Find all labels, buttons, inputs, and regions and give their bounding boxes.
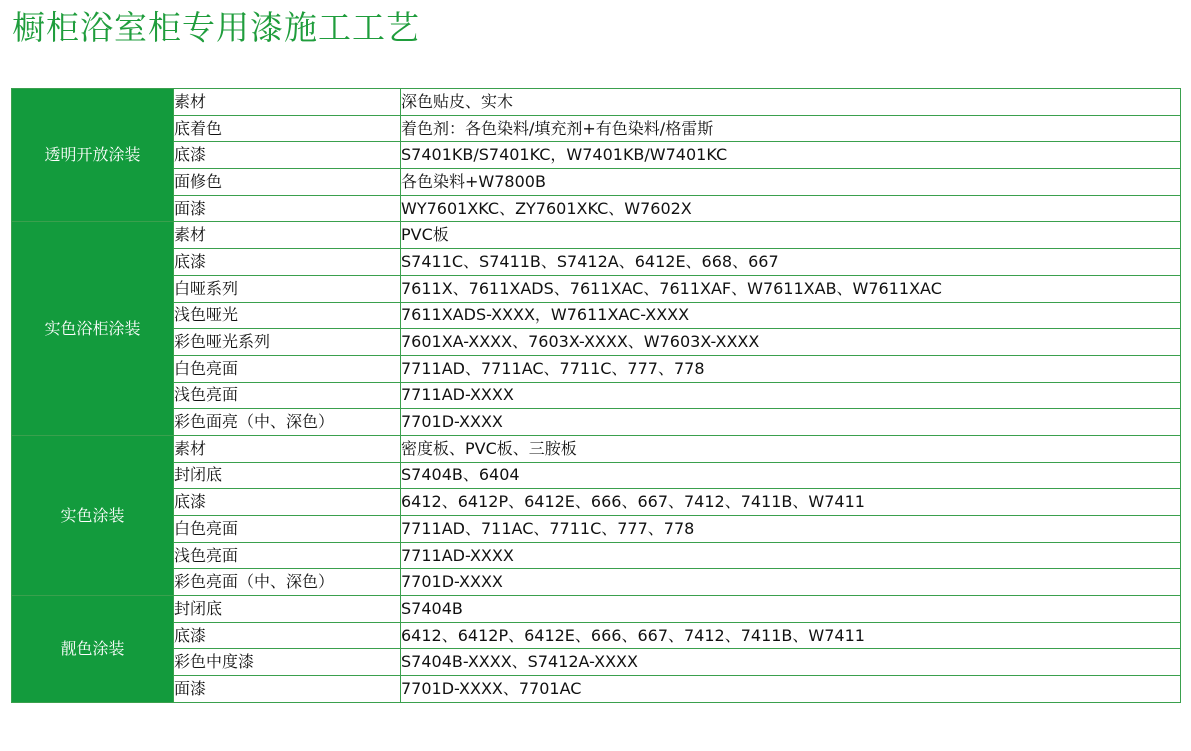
product-codes: 深色贴皮、实木	[401, 89, 1181, 116]
table-row	[12, 569, 1181, 596]
process-step: 白色亮面	[174, 355, 401, 382]
group-label: 靓色涂装	[12, 596, 174, 703]
product-codes: 7611XADS-XXXX，W7611XAC-XXXX	[401, 302, 1181, 329]
table-row	[12, 275, 1181, 302]
table-row	[12, 676, 1181, 703]
process-step: 彩色面亮（中、深色）	[174, 409, 401, 436]
product-codes: 各色染料+W7800B	[401, 169, 1181, 196]
product-codes: 7701D-XXXX	[401, 409, 1181, 436]
table-row	[12, 649, 1181, 676]
process-step: 素材	[174, 435, 401, 462]
product-codes: S7404B-XXXX、S7412A-XXXX	[401, 649, 1181, 676]
process-step: 面漆	[174, 676, 401, 703]
group-label: 实色涂装	[12, 435, 174, 595]
process-step: 彩色哑光系列	[174, 329, 401, 356]
process-step: 底漆	[174, 489, 401, 516]
table-row	[12, 222, 1181, 249]
product-codes: 7601XA-XXXX、7603X-XXXX、W7603X-XXXX	[401, 329, 1181, 356]
process-table-body	[12, 89, 1181, 703]
table-row	[12, 462, 1181, 489]
process-step: 面修色	[174, 169, 401, 196]
product-codes: S7404B	[401, 596, 1181, 623]
table-row	[12, 249, 1181, 276]
process-step: 彩色中度漆	[174, 649, 401, 676]
process-step: 浅色哑光	[174, 302, 401, 329]
product-codes: WY7601XKC、ZY7601XKC、W7602X	[401, 195, 1181, 222]
table-row	[12, 435, 1181, 462]
table-row	[12, 542, 1181, 569]
table-row	[12, 89, 1181, 116]
process-table	[11, 88, 1181, 703]
process-step: 浅色亮面	[174, 542, 401, 569]
process-step: 封闭底	[174, 596, 401, 623]
product-codes: 7711AD-XXXX	[401, 542, 1181, 569]
product-codes: 着色剂：各色染料/填充剂+有色染料/格雷斯	[401, 115, 1181, 142]
product-codes: S7401KB/S7401KC，W7401KB/W7401KC	[401, 142, 1181, 169]
product-codes: 7711AD、711AC、7711C、777、778	[401, 516, 1181, 543]
table-row	[12, 329, 1181, 356]
process-step: 底漆	[174, 249, 401, 276]
process-step: 底着色	[174, 115, 401, 142]
product-codes: 7611X、7611XADS、7611XAC、7611XAF、W7611XAB、W7611XAC	[401, 275, 1181, 302]
product-codes: 7711AD-XXXX	[401, 382, 1181, 409]
table-row	[12, 596, 1181, 623]
table-row	[12, 169, 1181, 196]
table-row	[12, 115, 1181, 142]
process-step: 底漆	[174, 142, 401, 169]
page-title: 橱柜浴室柜专用漆施工工艺	[12, 8, 420, 47]
table-row	[12, 489, 1181, 516]
process-step: 彩色亮面（中、深色）	[174, 569, 401, 596]
product-codes: PVC板	[401, 222, 1181, 249]
group-label: 实色浴柜涂装	[12, 222, 174, 436]
process-step: 素材	[174, 89, 401, 116]
process-step: 素材	[174, 222, 401, 249]
product-codes: 7701D-XXXX	[401, 569, 1181, 596]
process-step: 面漆	[174, 195, 401, 222]
process-step: 白哑系列	[174, 275, 401, 302]
product-codes: 7711AD、7711AC、7711C、777、778	[401, 355, 1181, 382]
table-row	[12, 409, 1181, 436]
process-step: 浅色亮面	[174, 382, 401, 409]
product-codes: 6412、6412P、6412E、666、667、7412、7411B、W7411	[401, 489, 1181, 516]
table-row	[12, 382, 1181, 409]
product-codes: S7411C、S7411B、S7412A、6412E、668、667	[401, 249, 1181, 276]
process-step: 底漆	[174, 622, 401, 649]
table-row	[12, 302, 1181, 329]
table-row	[12, 195, 1181, 222]
table-row	[12, 142, 1181, 169]
product-codes: 密度板、PVC板、三胺板	[401, 435, 1181, 462]
product-codes: S7404B、6404	[401, 462, 1181, 489]
product-codes: 6412、6412P、6412E、666、667、7412、7411B、W7411	[401, 622, 1181, 649]
group-label: 透明开放涂装	[12, 89, 174, 222]
table-row	[12, 516, 1181, 543]
table-row	[12, 622, 1181, 649]
process-step: 封闭底	[174, 462, 401, 489]
table-row	[12, 355, 1181, 382]
product-codes: 7701D-XXXX、7701AC	[401, 676, 1181, 703]
process-step: 白色亮面	[174, 516, 401, 543]
